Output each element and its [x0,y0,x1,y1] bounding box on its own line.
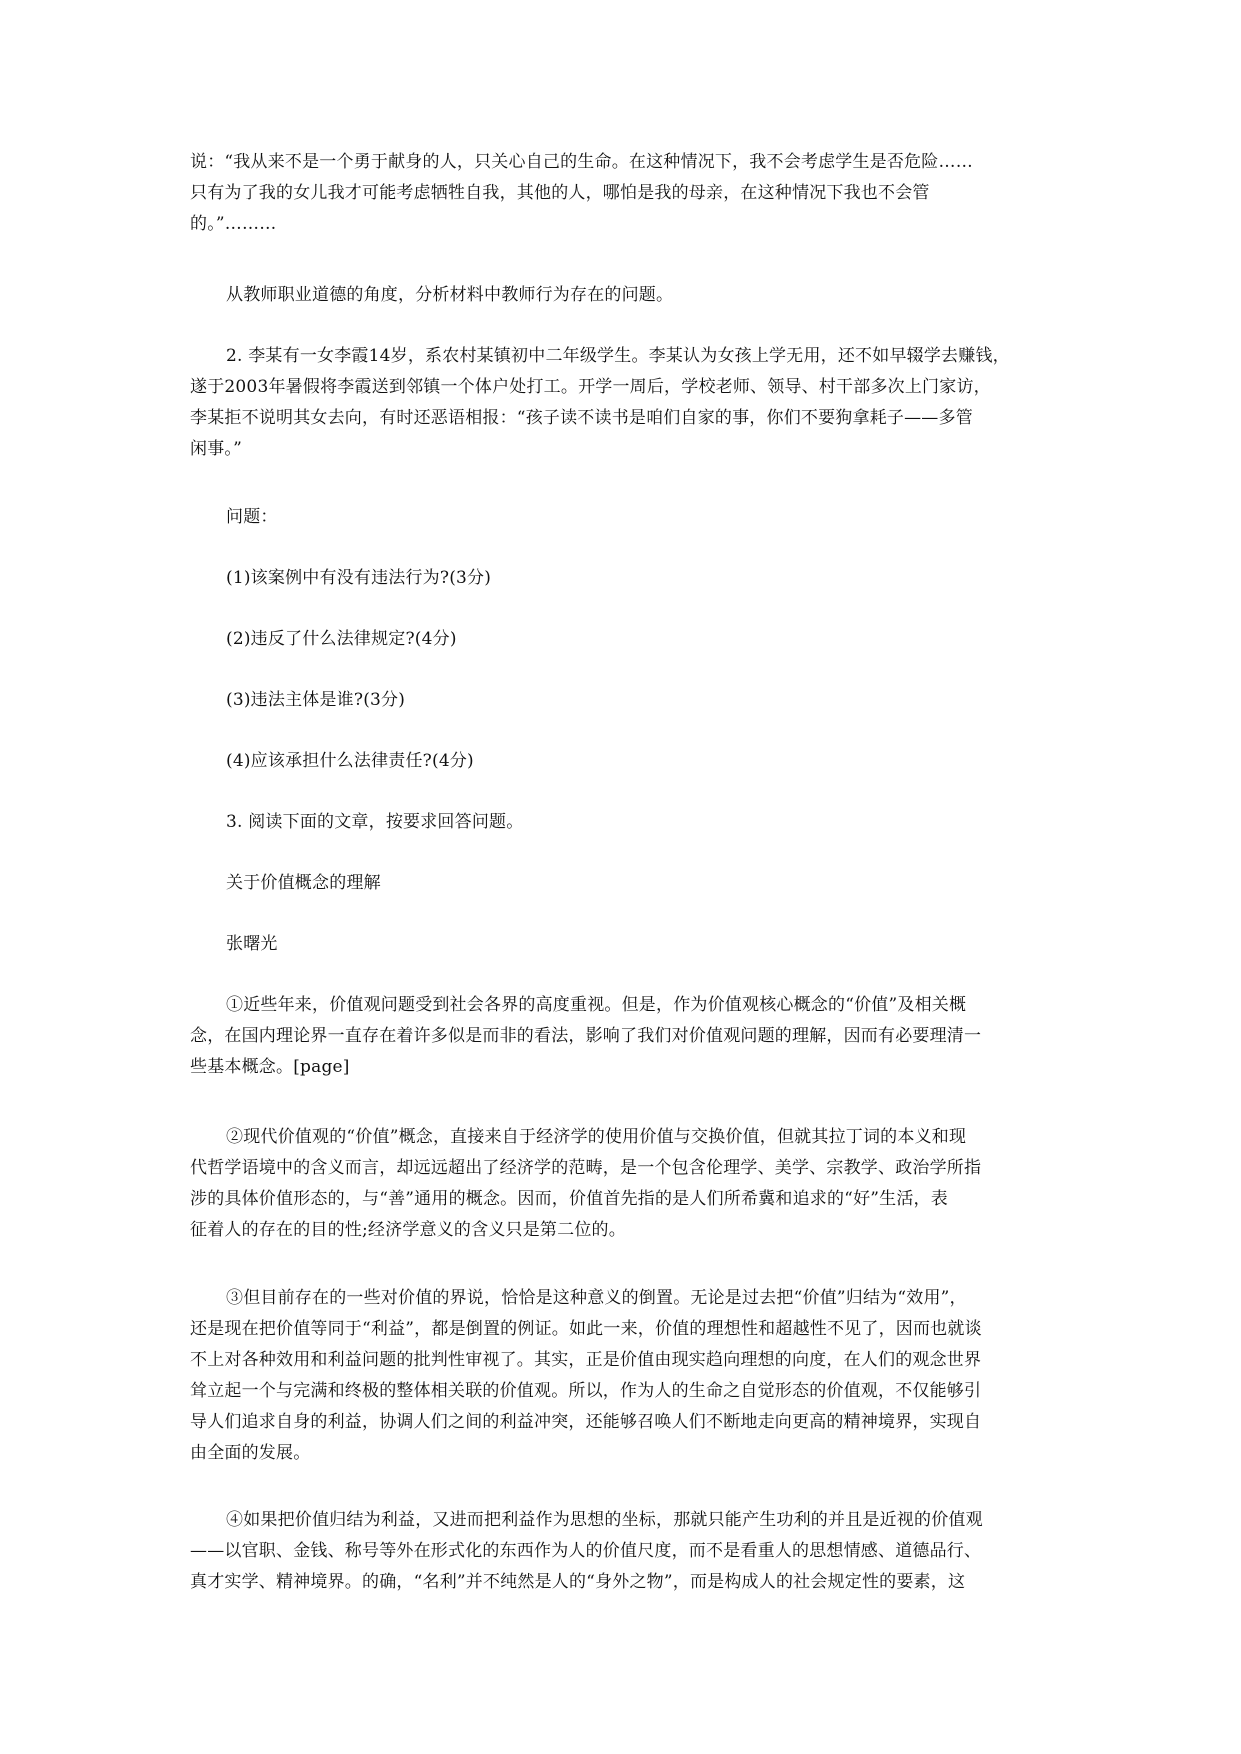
question-item-3 [190,685,1060,716]
text-line: 关于价值概念的理解 [226,873,381,893]
question-item-4 [190,746,1060,777]
paragraph-reading-instruction [190,807,1060,838]
text-line: 涉的具体价值形态的，与“善”通用的概念。因而，价值首先指的是人们所希冀和追求的“好”生活，表 [190,1189,948,1209]
text-line: 3. 阅读下面的文章，按要求回答问题。 [226,812,524,832]
text-line: ②现代价值观的“价值”概念，直接来自于经济学的使用价值与交换价值，但就其拉丁词的本义和现 [226,1127,967,1147]
text-line: 念，在国内理论界一直存在着许多似是而非的看法，影响了我们对价值观问题的理解，因而有必要理清一 [190,1026,982,1046]
article-paragraph-4 [190,1505,1060,1598]
article-paragraph-1 [190,990,1060,1083]
question-item-1 [190,563,1060,594]
paragraph-questions-heading [190,502,1060,533]
question-item-2 [190,624,1060,655]
paragraph-case-2 [190,341,1060,465]
text-line: 的。”……… [190,214,277,234]
text-line: ④如果把价值归结为利益，又进而把利益作为思想的坐标，那就只能产生功利的并且是近视的价值观 [226,1510,983,1530]
text-line: 只有为了我的女儿我才可能考虑牺牲自我，其他的人，哪怕是我的母亲，在这种情况下我也不会管 [190,183,930,203]
text-line: 2. 李某有一女李霞14岁，系农村某镇初中二年级学生。李某认为女孩上学无用，还不如早辍学去赚钱， [226,346,1010,366]
text-line: 说：“我从来不是一个勇于献身的人，只关心自己的生命。在这种情况下，我不会考虑学生是否危险…… [190,152,973,172]
text-line: 耸立起一个与完满和终极的整体相关联的价值观。所以，作为人的生命之自觉形态的价值观，不仅能够引 [190,1381,982,1401]
text-line: (2)违反了什么法律规定?(4分) [226,629,457,649]
text-line: 不上对各种效用和利益问题的批判性审视了。其实，正是价值由现实趋向理想的向度，在人们的观念世界 [190,1350,982,1370]
article-paragraph-2 [190,1122,1060,1246]
text-line: 问题： [226,507,278,527]
text-line: ③但目前存在的一些对价值的界说，恰恰是这种意义的倒置。无论是过去把“价值”归结为“效用”， [226,1288,967,1308]
text-line: 闲事。” [190,439,242,459]
text-line: 真才实学、精神境界。的确，“名利”并不纯然是人的“身外之物”，而是构成人的社会规定性的要素，这 [190,1572,966,1592]
text-line: 从教师职业道德的角度，分析材料中教师行为存在的问题。 [226,285,674,305]
text-line: 张曙光 [226,934,278,954]
text-line: ①近些年来，价值观问题受到社会各界的高度重视。但是，作为价值观核心概念的“价值”及相关概 [226,995,967,1015]
text-line: (1)该案例中有没有违法行为?(3分) [226,568,492,588]
article-title [190,868,1060,899]
paragraph-teacher-quote [190,147,1060,240]
text-line: 些基本概念。[page] [190,1057,350,1077]
text-line: (3)违法主体是谁?(3分) [226,690,406,710]
article-paragraph-3 [190,1283,1060,1469]
text-line: 还是现在把价值等同于“利益”，都是倒置的例证。如此一来，价值的理想性和超越性不见了，因而也就谈 [190,1319,982,1339]
text-line: ——以官职、金钱、称号等外在形式化的东西作为人的价值尺度，而不是看重人的思想情感、道德品行、 [190,1541,982,1561]
article-author [190,929,1060,960]
text-line: 遂于2003年暑假将李霞送到邻镇一个体户处打工。开学一周后，学校老师、领导、村干部多次上门家访， [190,377,991,397]
text-line: (4)应该承担什么法律责任?(4分) [226,751,474,771]
text-line: 李某拒不说明其女去向，有时还恶语相报：“孩子读不读书是咱们自家的事，你们不要狗拿耗子——多管 [190,408,973,428]
text-line: 导人们追求自身的利益，协调人们之间的利益冲突，还能够召唤人们不断地走向更高的精神境界，实现自 [190,1412,982,1432]
text-line: 征着人的存在的目的性;经济学意义的含义只是第二位的。 [190,1220,626,1240]
paragraph-question-1-prompt [190,280,1060,311]
text-line: 由全面的发展。 [190,1443,311,1463]
text-line: 代哲学语境中的含义而言，却远远超出了经济学的范畴，是一个包含伦理学、美学、宗教学、政治学所指 [190,1158,982,1178]
